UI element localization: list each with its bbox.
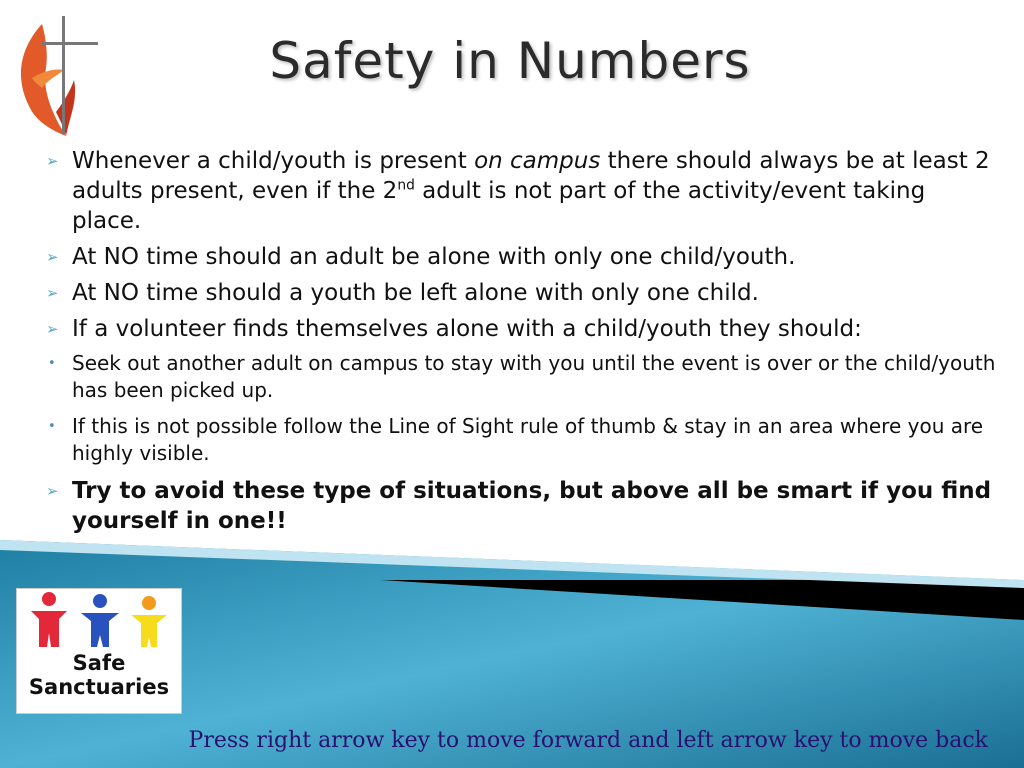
logo-text-sanctuaries: Sanctuaries <box>28 675 170 699</box>
chevron-bullet-icon: ➢ <box>46 482 59 500</box>
chevron-bullet-icon: ➢ <box>46 248 59 266</box>
chevron-bullet-icon: ➢ <box>46 152 59 170</box>
logo-text-safe: Safe <box>72 651 126 675</box>
bullet-text: At NO time should a youth be left alone with only one child. <box>72 280 759 306</box>
chevron-bullet-icon: ➢ <box>46 284 59 302</box>
bullet-list <box>46 146 996 542</box>
bullet-item <box>46 242 996 272</box>
bullet-text: Seek out another adult on campus to stay with you until the event is over or the child/youth has been picked up. <box>72 351 996 402</box>
bullet-item <box>46 278 996 308</box>
dot-bullet-icon: • <box>48 356 56 371</box>
slide-title: Safety in Numbers <box>269 32 751 90</box>
bullet-text: At NO time should an adult be alone with only one child/youth. <box>72 244 796 270</box>
bullet-text: there should always be at least 2 adults present, even if the 2 <box>72 148 990 204</box>
bullet-item <box>46 476 996 536</box>
bullet-text: on campus <box>474 148 601 174</box>
bullet-item <box>46 350 996 404</box>
bullet-text: If a volunteer finds themselves alone with a child/youth they should: <box>72 316 862 342</box>
chevron-bullet-icon: ➢ <box>46 320 59 338</box>
children-figures-icon <box>17 589 181 653</box>
bullet-text: If this is not possible follow the Line of Sight rule of thumb & stay in an area where you are highly visible. <box>72 414 984 465</box>
bullet-text: nd <box>397 177 415 194</box>
dot-bullet-icon: • <box>48 419 56 434</box>
safe-sanctuaries-logo <box>16 588 182 714</box>
bullet-text: adult is not part of the activity/event taking place. <box>72 178 926 234</box>
bullet-item <box>46 413 996 467</box>
bullet-item <box>46 146 996 236</box>
navigation-hint: Press right arrow key to move forward and left arrow key to move back <box>188 728 988 753</box>
bullet-text: Try to avoid these type of situations, but above all be smart if you find yourself in one!! <box>72 478 992 534</box>
bullet-text: Whenever a child/youth is present <box>72 148 475 174</box>
bullet-item <box>46 314 996 344</box>
